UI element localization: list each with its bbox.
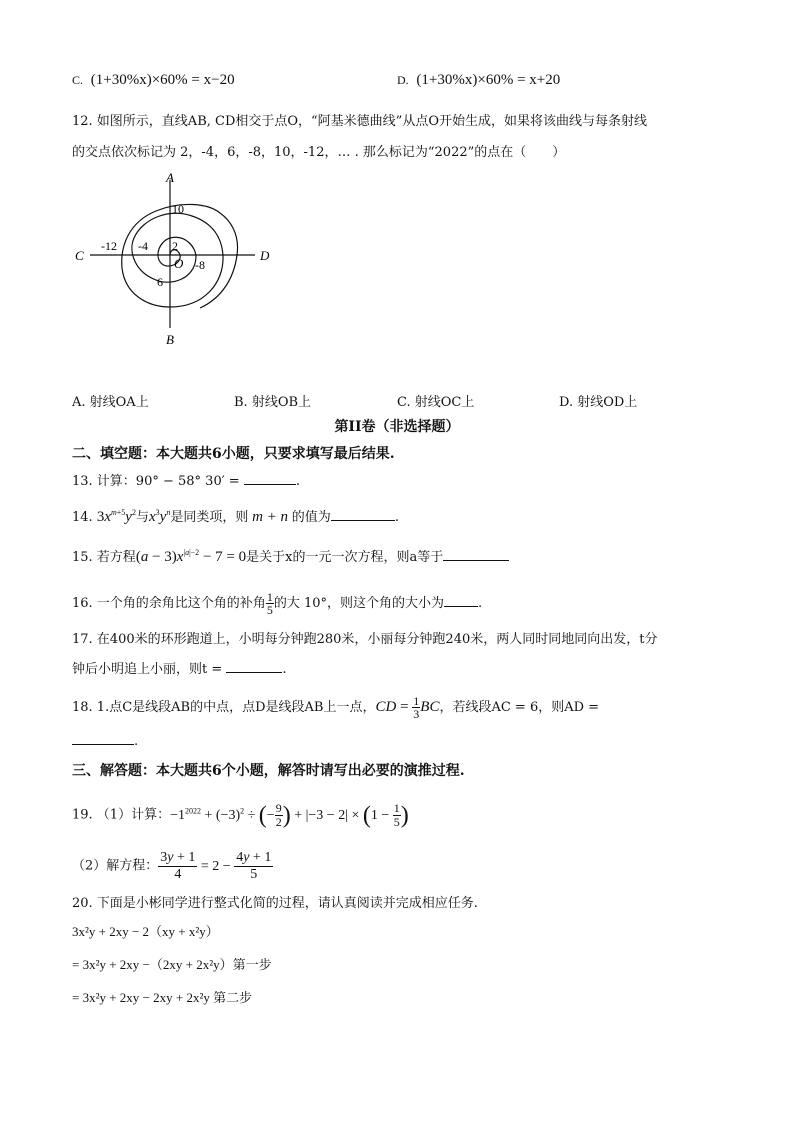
q15-prefix: 15. 若方程	[72, 550, 136, 565]
q17-line1: 17. 在400米的环形跑道上，小明每分钟跑280米，小丽每分钟跑240米，两人同时同地同向出发，t分	[72, 632, 658, 647]
q11-option-c	[72, 72, 235, 89]
q17-line2-text: 钟后小明追上小丽，则t =	[72, 662, 227, 677]
q19-expression: $-1^{2022} + (-3)^2$ ÷ (− $\frac{9}{2}$ ) + |−3 − 2| × (1 − $\frac{1}{5}$ )	[170, 801, 409, 829]
q15-equation: $(a - 3)x^{|a|-2} - 7 = 0$	[135, 548, 247, 565]
q17-line2: 钟后小明追上小丽，则t = .	[72, 658, 287, 677]
q19-part1-label: 19. （1）计算：	[72, 807, 171, 823]
q14-term2: $x^3y^n$	[148, 508, 171, 525]
q14-suffix: 是同类项，则	[170, 510, 249, 525]
q12-option-c: C. 射线OC上	[397, 395, 475, 410]
q15-suffix: 是关于x的一元一次方程，则a等于	[246, 550, 444, 565]
q16: 16. 一个角的余角比这个角的补角 $\frac{1}{5}$ 的大 10°，则这个角的大小为 .	[72, 590, 483, 617]
label-a: A	[166, 170, 174, 185]
label-o: O	[174, 256, 184, 271]
q18-blank	[72, 730, 134, 745]
q19-equation: $\frac{3y + 1}{4}$ = 2 − $\frac{4y + 1}{5}$	[160, 850, 272, 882]
q12-option-d: D. 射线OD上	[559, 395, 638, 410]
section2-header: 二、填空题：本大题共6小题，只要求填写最后结果.	[72, 446, 395, 462]
section2-title: 第II卷（非选择题）	[334, 419, 460, 435]
q11-option-d-label: D.	[397, 73, 409, 87]
q18-cd-eq: CD = $\frac{1}{3}$ BC	[375, 694, 440, 721]
q12-text-line2: 的交点依次标记为 2，-4，6，-8，10，-12，… . 那么标记为“2022”的点在（ ）	[72, 145, 566, 160]
label-c: C	[75, 248, 84, 263]
q20-intro: 20. 下面是小彬同学进行整式化简的过程，请认真阅读并完成相应任务.	[72, 896, 478, 911]
q16-prefix: 16. 一个角的余角比这个角的补角	[72, 596, 266, 611]
label-2: 2	[172, 239, 178, 253]
q12-option-a: A. 射线OA上	[72, 395, 149, 410]
q18-line1a: 18. 1.点C是线段AB的中点，点D是线段AB上一点，	[72, 699, 376, 715]
label-neg8: -8	[195, 258, 205, 272]
q11-option-c-expr: (1+30%x)×60% = x−20	[90, 72, 235, 88]
q11-option-d-expr: (1+30%x)×60% = x+20	[416, 72, 561, 88]
q19-part1	[72, 802, 409, 829]
q18-line1b: ，若线段AC = 6，则AD =	[439, 699, 600, 715]
q16-fraction: $\frac{1}{5}$	[266, 590, 273, 617]
q14-mn: m + n	[248, 509, 292, 525]
q19-part2-label: （2）解方程：	[72, 858, 159, 874]
q15-blank	[443, 546, 509, 561]
q19-part2	[72, 850, 273, 883]
q13-blank	[244, 470, 296, 485]
q16-suffix: 的大 10°，则这个角的大小为	[273, 596, 444, 611]
q12-option-b: B. 射线OB上	[234, 395, 312, 410]
label-6: 6	[157, 275, 163, 289]
q11-option-c-label: C.	[72, 73, 84, 87]
q20-step2: = 3x²y + 2xy − 2xy + 2x²y 第二步	[72, 990, 253, 1005]
q18-line1	[72, 695, 599, 720]
q14-tail: 的值为	[291, 510, 331, 525]
spiral-figure	[70, 168, 280, 348]
q14-blank	[331, 506, 395, 521]
q17-blank	[226, 658, 282, 673]
q14-mid: 与	[135, 510, 149, 525]
label-10: 10	[172, 202, 184, 216]
q18-line2: .	[72, 730, 138, 749]
q20-step0: 3x²y + 2xy − 2（xy + x²y）	[72, 924, 219, 939]
q16-blank	[444, 592, 478, 607]
q20-step1: = 3x²y + 2xy −（2xy + 2x²y）第一步	[72, 957, 272, 972]
q14: 14. $3x^{m+5}y^2$与$x^3y^n$是同类项，则 m + n 的值为 .	[72, 508, 399, 525]
q14-prefix: 14.	[72, 510, 97, 525]
q14-term1: $3x^{m+5}y^2$	[96, 508, 136, 525]
label-neg4: -4	[138, 239, 148, 253]
q13: 13. 计算：90° − 58° 30′ = .	[72, 470, 300, 489]
q15	[72, 546, 509, 566]
label-neg12: -12	[101, 239, 117, 253]
q13-text: 13. 计算：90° − 58° 30′ =	[72, 474, 244, 489]
label-b: B	[166, 332, 174, 347]
label-d: D	[260, 248, 270, 263]
q11-option-d	[397, 72, 560, 89]
q12-text-line1: 12. 如图所示，直线AB, CD相交于点O，“阿基米德曲线”从点O开始生成，如果将该曲线与每条射线	[72, 114, 647, 129]
section3-header: 三、解答题：本大题共6个小题，解答时请写出必要的演推过程.	[72, 763, 465, 779]
